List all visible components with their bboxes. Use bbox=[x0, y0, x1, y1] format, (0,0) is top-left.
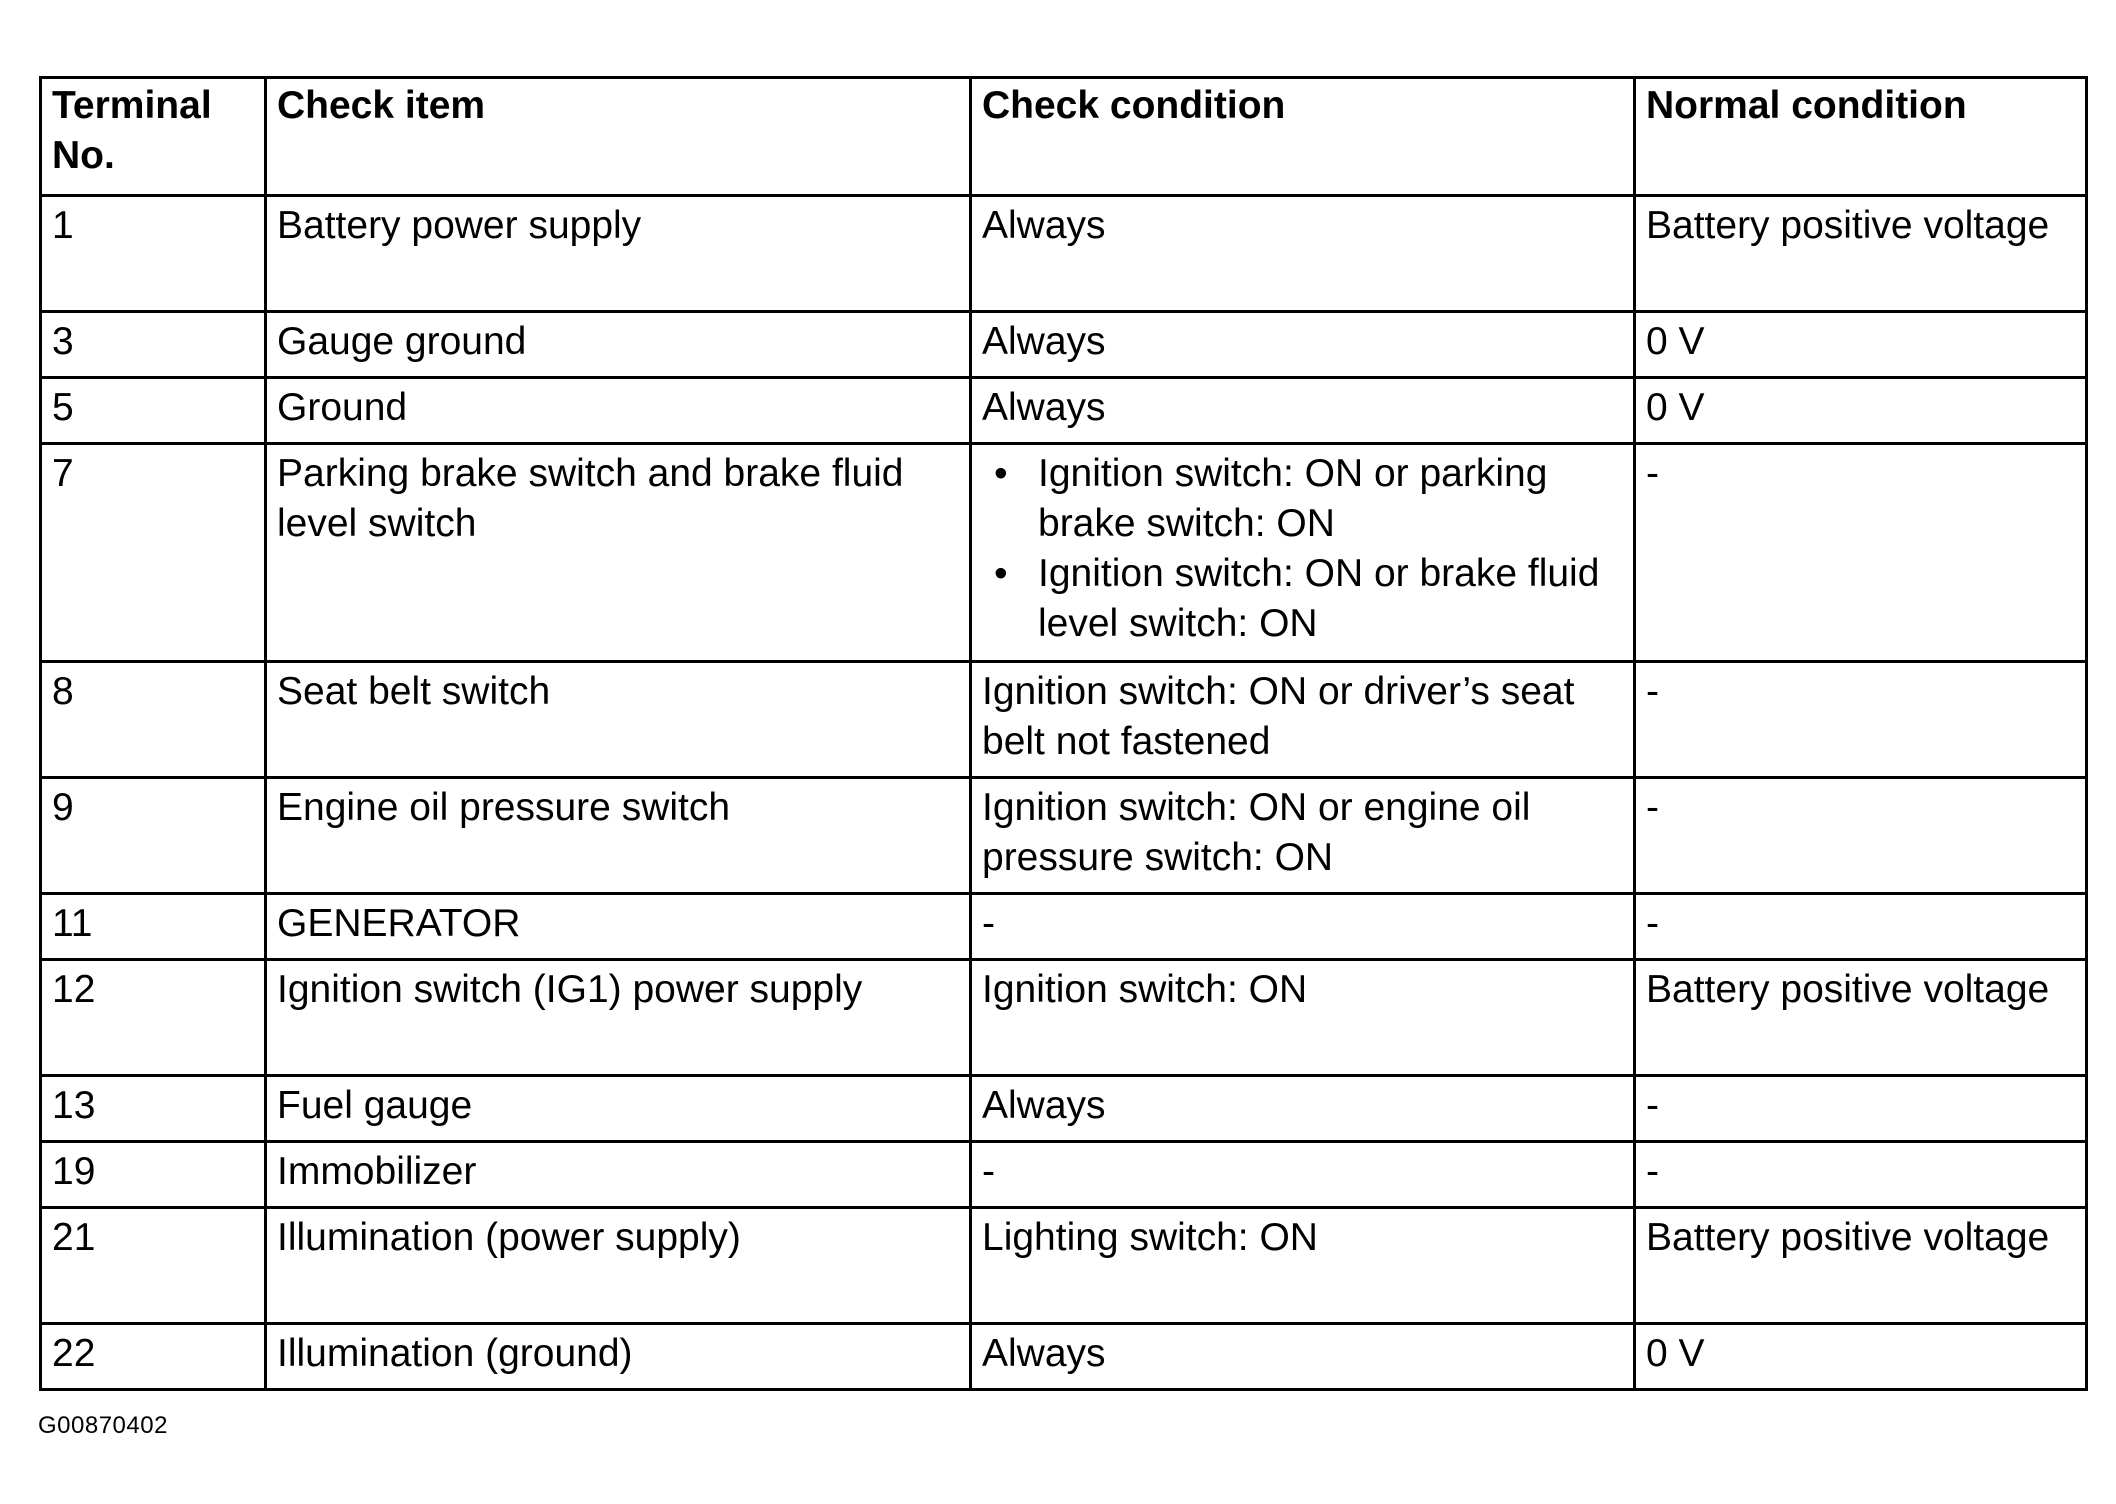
cell-terminal: 3 bbox=[41, 312, 266, 378]
table-row bbox=[41, 1142, 2087, 1208]
cell-check-condition: Ignition switch: ON bbox=[971, 960, 1635, 1076]
table-row bbox=[41, 444, 2087, 662]
cell-terminal: 12 bbox=[41, 960, 266, 1076]
table-row bbox=[41, 894, 2087, 960]
cell-terminal: 8 bbox=[41, 662, 266, 778]
condition-bullet-item: • Ignition switch: ON or brake fluid level switch: ON bbox=[990, 549, 1623, 649]
figure-id-label: G00870402 bbox=[38, 1412, 168, 1439]
cell-normal-condition: Battery positive voltage bbox=[1635, 960, 2087, 1076]
cell-normal-condition: - bbox=[1635, 1142, 2087, 1208]
cell-check-condition: - bbox=[971, 1142, 1635, 1208]
cell-check-item: Seat belt switch bbox=[266, 662, 971, 778]
table-row bbox=[41, 378, 2087, 444]
cell-check-item: Immobilizer bbox=[266, 1142, 971, 1208]
cell-terminal: 7 bbox=[41, 444, 266, 662]
cell-check-condition: - bbox=[971, 894, 1635, 960]
cell-check-item: Fuel gauge bbox=[266, 1076, 971, 1142]
cell-check-item: Illumination (power supply) bbox=[266, 1208, 971, 1324]
cell-normal-condition: - bbox=[1635, 662, 2087, 778]
cell-check-condition: Always bbox=[971, 312, 1635, 378]
table-row bbox=[41, 1208, 2087, 1324]
cell-check-condition: Always bbox=[971, 378, 1635, 444]
cell-check-condition: Ignition switch: ON or engine oil pressure switch: ON bbox=[971, 778, 1635, 894]
cell-check-item: GENERATOR bbox=[266, 894, 971, 960]
condition-bullet-item: • Ignition switch: ON or parking brake switch: ON bbox=[990, 449, 1623, 549]
cell-check-condition: Always bbox=[971, 1076, 1635, 1142]
cell-check-condition: Always bbox=[971, 196, 1635, 312]
cell-check-condition: Ignition switch: ON or driver’s seat belt not fastened bbox=[971, 662, 1635, 778]
cell-normal-condition: Battery positive voltage bbox=[1635, 196, 2087, 312]
cell-terminal: 19 bbox=[41, 1142, 266, 1208]
table-row bbox=[41, 196, 2087, 312]
table-row bbox=[41, 778, 2087, 894]
cell-check-item: Gauge ground bbox=[266, 312, 971, 378]
cell-normal-condition: 0 V bbox=[1635, 1324, 2087, 1390]
cell-terminal: 5 bbox=[41, 378, 266, 444]
cell-terminal: 9 bbox=[41, 778, 266, 894]
cell-check-condition bbox=[971, 444, 1635, 662]
table-row bbox=[41, 960, 2087, 1076]
header-check-condition: Check condition bbox=[971, 78, 1635, 196]
header-normal-condition: Normal condition bbox=[1635, 78, 2087, 196]
cell-normal-condition: 0 V bbox=[1635, 312, 2087, 378]
cell-terminal: 22 bbox=[41, 1324, 266, 1390]
terminal-check-sheet bbox=[39, 76, 2088, 1391]
cell-check-condition: Always bbox=[971, 1324, 1635, 1390]
cell-normal-condition: - bbox=[1635, 894, 2087, 960]
table-row bbox=[41, 662, 2087, 778]
cell-terminal: 11 bbox=[41, 894, 266, 960]
cell-normal-condition: - bbox=[1635, 778, 2087, 894]
cell-normal-condition: - bbox=[1635, 444, 2087, 662]
header-check-item: Check item bbox=[266, 78, 971, 196]
table-header-row bbox=[41, 78, 2087, 196]
cell-check-item: Ground bbox=[266, 378, 971, 444]
terminal-check-table bbox=[39, 76, 2088, 1391]
cell-terminal: 1 bbox=[41, 196, 266, 312]
cell-check-item: Illumination (ground) bbox=[266, 1324, 971, 1390]
cell-terminal: 13 bbox=[41, 1076, 266, 1142]
cell-normal-condition: Battery positive voltage bbox=[1635, 1208, 2087, 1324]
cell-normal-condition: - bbox=[1635, 1076, 2087, 1142]
table-row bbox=[41, 1076, 2087, 1142]
table-row bbox=[41, 1324, 2087, 1390]
cell-check-item: Ignition switch (IG1) power supply bbox=[266, 960, 971, 1076]
cell-check-item: Battery power supply bbox=[266, 196, 971, 312]
table-row bbox=[41, 312, 2087, 378]
header-terminal-no: Terminal No. bbox=[41, 78, 266, 196]
cell-check-item: Engine oil pressure switch bbox=[266, 778, 971, 894]
cell-check-condition: Lighting switch: ON bbox=[971, 1208, 1635, 1324]
cell-check-item: Parking brake switch and brake fluid level switch bbox=[266, 444, 971, 662]
condition-bullet-list bbox=[982, 449, 1623, 649]
cell-normal-condition: 0 V bbox=[1635, 378, 2087, 444]
cell-terminal: 21 bbox=[41, 1208, 266, 1324]
